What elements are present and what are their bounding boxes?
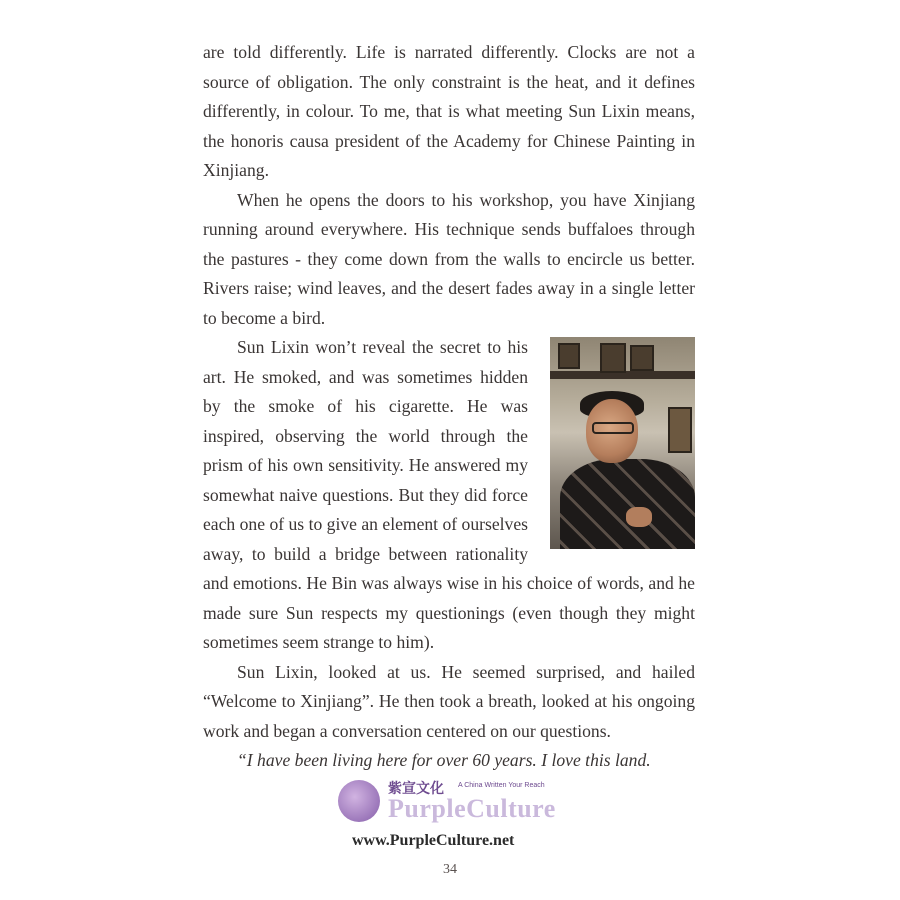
watermark-brand: PurpleCulture <box>388 794 556 823</box>
body-text <box>203 38 695 776</box>
paragraph-3: Sun Lixin won’t reveal the secret to his art. He smoked, and was sometimes hidden by the smoke of his cigarette. He was inspired, observing the world through the prism of his own sensitivity. He answered my somewhat naive questions. But they did force each one of us to give an element of ourselves away, to build a bridge between rationality and emotions. He Bin was always wise in his choice of words, and he made sure Sun respects my questionings (even though they might sometimes seem strange to him). <box>203 337 695 652</box>
paragraph-4: Sun Lixin, looked at us. He seemed surprised, and hailed “Welcome to Xinjiang”. He then took a breath, looked at his ongoing work and began a conversation centered on our questions. <box>203 661 695 741</box>
watermark-tagline: A China Written Your Reach <box>458 782 545 789</box>
paragraph-1: are told differently. Life is narrated differently. Clocks are not a source of obligation. The only constraint is the heat, and it defines differently, in colour. To me, that is what meeting Sun Lixin means, the honoris causa president of the Academy for Chinese Painting in Xinjiang. <box>203 42 695 180</box>
page-number: 34 <box>443 862 457 877</box>
watermark-chinese: 紫宣文化 <box>388 781 444 797</box>
paragraph-5-quote: “I have been living here for over 60 years. I love this land. <box>237 750 651 770</box>
watermark-url: www.PurpleCulture.net <box>352 832 515 849</box>
portrait-photo <box>550 337 695 549</box>
watermark <box>330 772 650 862</box>
purple-culture-logo-icon <box>338 780 380 822</box>
paragraph-2: When he opens the doors to his workshop, you have Xinjiang running around everywhere. His technique sends buffaloes through the pastures - they come down from the walls to encircle us better. Rivers raise; wind leaves, and the desert fades away in a single letter to become a bird. <box>203 189 695 328</box>
